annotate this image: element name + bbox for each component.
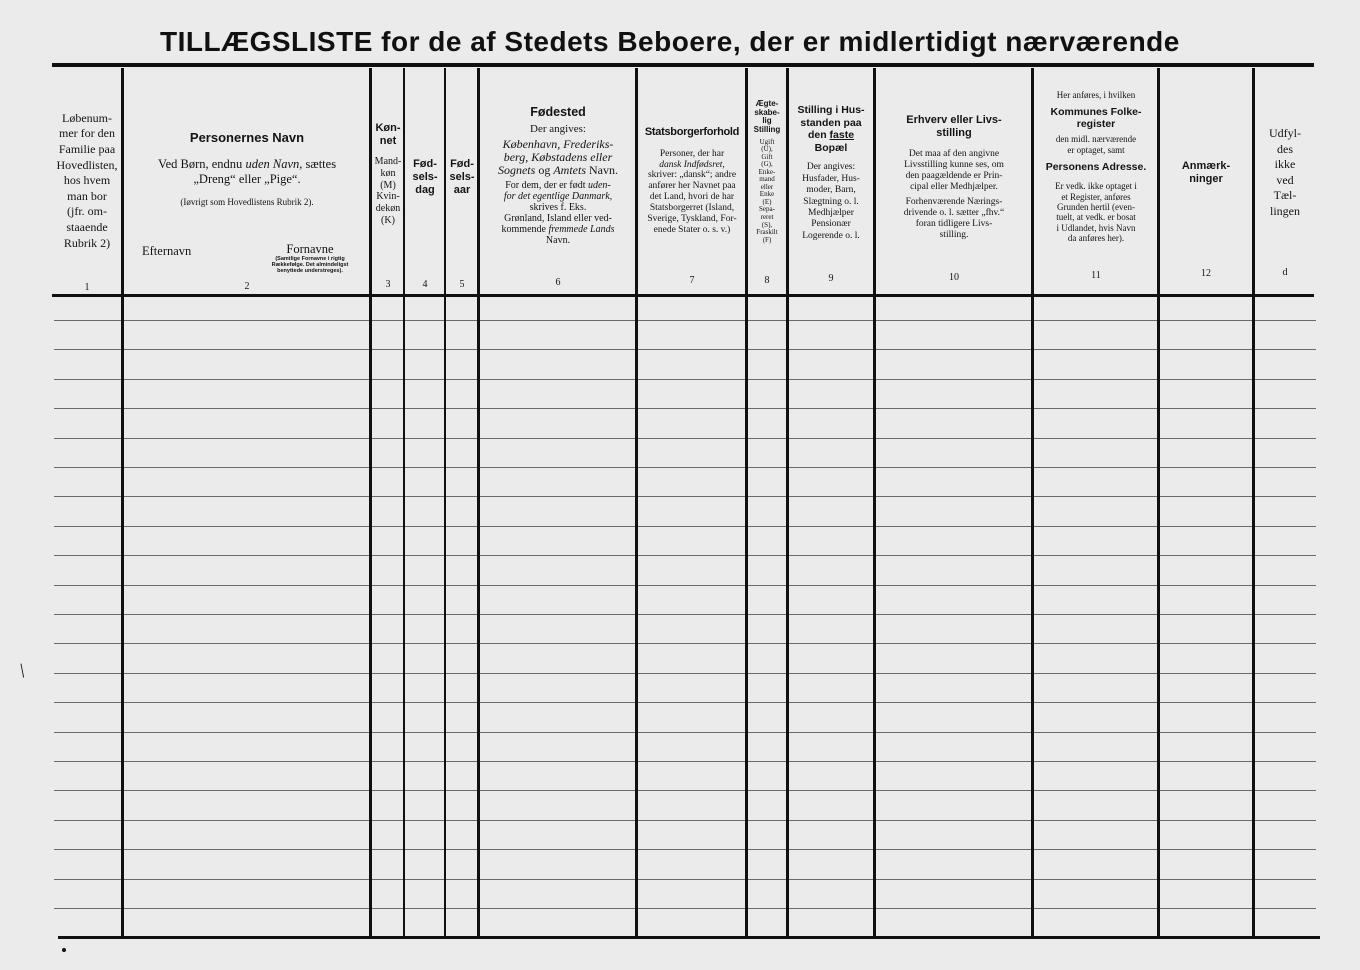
- column-divider: [444, 68, 446, 936]
- col6-fremmede: fremmede Lands: [548, 224, 615, 236]
- entry-row-line: [54, 908, 1316, 909]
- col7-line: anfører her Navnet paa: [648, 181, 736, 192]
- col2-note-a-text: Ved Børn, endnu: [157, 157, 243, 172]
- col10-line: Forhenværende Nærings-: [905, 196, 1003, 207]
- col1-line: mer for den: [59, 126, 115, 141]
- col11-line: da anføres her).: [1067, 232, 1125, 243]
- column-divider: [873, 68, 876, 936]
- col1-line: hos hvem: [63, 173, 111, 188]
- col6-text-b-italic-2: for det egentlige Danmark,: [503, 191, 613, 203]
- entry-row-line: [54, 467, 1316, 468]
- col8-line: (S),: [761, 220, 773, 229]
- col10-line: foran tidligere Livs-: [915, 218, 993, 229]
- col6-sognets: Sognets: [497, 163, 536, 178]
- column-divider: [121, 68, 124, 936]
- header-bottom-rule: [52, 294, 1314, 297]
- col3-line: (M): [380, 179, 396, 191]
- col12-heading-line: Anmærk-: [1181, 160, 1231, 172]
- entry-row-line: [54, 349, 1316, 350]
- col10-heading-line: stilling: [936, 126, 972, 139]
- col6-italic-line: berg, Købstadens eller: [503, 150, 613, 165]
- col8-line: Enke: [759, 190, 775, 199]
- col2-sub-fornavne: Fornavne: [286, 242, 334, 256]
- col-number: 7: [689, 275, 695, 286]
- entry-row-line: [54, 702, 1316, 703]
- col-number: d: [1282, 267, 1288, 278]
- column-divider: [745, 68, 748, 936]
- col8-line: (E): [762, 197, 772, 206]
- header-col-5: [446, 70, 478, 292]
- col1-line: Hovedlisten,: [56, 157, 118, 172]
- header-col-1: [52, 70, 122, 292]
- col10-line: stilling.: [939, 229, 969, 240]
- col9-heading-line: Stilling i Hus-: [797, 104, 865, 116]
- cold-line: ved: [1276, 172, 1294, 187]
- col1-line: staaende: [66, 219, 108, 234]
- col3-line: Kvin-: [376, 191, 400, 203]
- col9-line: Logerende o. l.: [802, 230, 860, 241]
- col6-note-a: Der angives:: [530, 122, 586, 135]
- header-col-12: [1160, 70, 1252, 292]
- col5-heading-line: Fød-: [450, 158, 474, 170]
- entry-row-line: [54, 526, 1316, 527]
- entry-row-line: [54, 673, 1316, 674]
- entry-row-line: [54, 732, 1316, 733]
- col9-line: Medhjælper: [808, 207, 854, 218]
- header-col-8: [748, 70, 786, 292]
- col1-line: Familie paa: [58, 142, 116, 157]
- col9-den: den: [807, 129, 827, 142]
- col6-text-c: Grønland, Island eller ved-: [504, 213, 612, 225]
- col8-line: Sepa-: [759, 205, 775, 214]
- col6-text-c: skrives f. Eks.: [529, 202, 587, 214]
- entry-row-line: [54, 849, 1316, 850]
- col6-vedkommende: kommende: [501, 224, 546, 236]
- col7-italic: dansk Indfødsret,: [659, 159, 725, 170]
- col7-line: enede Stater o. s. v.): [653, 225, 731, 236]
- col8-heading-line: lig: [762, 116, 772, 126]
- header-col-10: [876, 70, 1032, 292]
- col1-line: Løbenum-: [62, 110, 112, 125]
- col8-line: reret: [760, 212, 774, 221]
- col9-bopael: Bopæl: [814, 141, 848, 154]
- col9-line: Slægtning o. l.: [803, 196, 859, 207]
- col8-line: eller: [760, 182, 774, 191]
- header-col-6: [480, 70, 636, 292]
- col1-line: (jfr. om-: [67, 204, 107, 219]
- col10-line: Livsstilling kunne ses, om: [904, 160, 1004, 171]
- col11-line: den midl. nærværende: [1055, 134, 1137, 145]
- col2-sub-fornavne-note: [248, 256, 372, 274]
- col4-heading-line: Fød-: [413, 158, 437, 170]
- col-number: 9: [828, 273, 834, 284]
- cold-line: lingen: [1270, 203, 1300, 218]
- col9-line: Husfader, Hus-: [802, 173, 860, 184]
- col-number: 11: [1091, 270, 1101, 281]
- col3-line: Mand-: [374, 155, 402, 167]
- col8-line: Fraskilt: [756, 228, 778, 237]
- col8-line: (G),: [761, 160, 773, 169]
- col2-note-a-italic: uden Navn,: [245, 157, 303, 172]
- col6-navn: Navn.: [589, 163, 618, 178]
- cold-line: Tæl-: [1273, 188, 1297, 203]
- col7-line: Personer, der har: [659, 148, 725, 159]
- entry-row-line: [54, 643, 1316, 644]
- col-number: 5: [459, 279, 465, 290]
- col10-line: Det maa af den angivne: [908, 149, 1000, 160]
- col9-heading-line-3: [808, 129, 854, 142]
- col9-line: Der angives:: [806, 162, 856, 173]
- col-number: 4: [422, 279, 428, 290]
- col2-fornavne-note-line: (Samtlige Fornavne i rigtig: [275, 256, 345, 262]
- entry-row-line: [54, 761, 1316, 762]
- header-col-3: [372, 70, 404, 292]
- entry-row-line: [54, 585, 1316, 586]
- col2-fornavne-note-line: benyttede understreges).: [277, 268, 343, 275]
- col8-heading-line: Stilling: [753, 124, 781, 134]
- col7-heading: Statsborgerforhold: [644, 126, 740, 138]
- header-col-4: [406, 70, 444, 292]
- col11-line: er optaget, samt: [1067, 144, 1125, 155]
- col6-heading: Fødested: [530, 105, 586, 119]
- column-divider: [1031, 68, 1034, 936]
- column-divider: [635, 68, 638, 936]
- col9-line: moder, Barn,: [806, 185, 856, 196]
- header-col-11: [1034, 70, 1158, 292]
- column-divider: [369, 68, 372, 936]
- col12-heading-line: ninger: [1189, 172, 1223, 185]
- col10-line: cipal eller Medhjælper.: [910, 182, 998, 193]
- col10-heading-line: Erhverv eller Livs-: [906, 114, 1002, 126]
- col6-amtets: Amtets: [553, 163, 586, 178]
- col4-heading-line: sels-: [412, 170, 438, 183]
- col8-heading-line: skabe-: [754, 107, 780, 117]
- col2-note-b: „Dreng“ eller „Pige“.: [193, 172, 301, 187]
- column-divider: [1252, 68, 1255, 936]
- col-number: 2: [244, 281, 250, 292]
- col11-line: Grunden hertil (even-: [1057, 201, 1135, 212]
- col6-text-d: Navn.: [545, 235, 571, 247]
- ink-dot: [62, 948, 66, 952]
- col1-line: Rubrik 2): [63, 235, 111, 250]
- col10-line: drivende o. l. sætter „fhv.“: [903, 207, 1005, 218]
- col9-line: Pensionær: [811, 219, 851, 230]
- col11-line: Er vedk. ikke optaget i: [1055, 181, 1137, 192]
- col5-heading-line: aar: [453, 183, 471, 196]
- entry-row-line: [54, 320, 1316, 321]
- col8-heading-line: Ægte-: [755, 99, 779, 108]
- title-rule: [52, 63, 1314, 67]
- col6-text-b: [505, 180, 611, 191]
- col-number: 12: [1201, 268, 1211, 279]
- col1-line: man bor: [67, 188, 107, 203]
- header-col-d: [1254, 70, 1316, 292]
- col6-og: og: [538, 163, 551, 178]
- col9-heading-line: standen paa: [800, 116, 862, 129]
- col6-text-c-line: [502, 224, 615, 235]
- col8-line: (F): [762, 235, 772, 244]
- column-divider: [786, 68, 789, 936]
- col7-line: Statsborgerret (Island,: [649, 203, 735, 214]
- form-title: TILLÆGSLISTE for de af Stedets Beboere, der er midlertidigt nærværende: [160, 26, 1180, 57]
- entry-row-line: [54, 496, 1316, 497]
- col6-text-b-italic: uden-: [587, 180, 611, 192]
- col11-heading-b: Personens Adresse.: [1045, 161, 1147, 174]
- col2-note-a: [158, 157, 336, 172]
- col6-text-b-plain: For dem, der er født: [505, 180, 586, 192]
- col5-heading-line: sels-: [449, 170, 475, 183]
- col3-heading-line: Køn-: [375, 122, 401, 134]
- col3-line: køn: [380, 167, 396, 179]
- col-number: 6: [555, 277, 561, 288]
- col11-line: i Udlandet, hvis Navn: [1056, 222, 1136, 233]
- col-number: 3: [385, 279, 391, 290]
- entry-row-line: [54, 408, 1316, 409]
- header-col-9: [788, 70, 874, 292]
- column-divider: [1157, 68, 1160, 936]
- entry-row-line: [54, 555, 1316, 556]
- col3-line: (K): [381, 214, 395, 226]
- col11-line: tuelt, at vedk. er bosat: [1056, 212, 1136, 223]
- column-divider: [477, 68, 480, 936]
- footer-rule: [58, 936, 1320, 939]
- col3-line: dekøn: [375, 203, 401, 215]
- col8-line: (U),: [761, 145, 773, 154]
- col-number: 8: [764, 275, 770, 286]
- col4-heading-line: dag: [415, 183, 435, 196]
- col-number: 10: [949, 272, 959, 283]
- col2-note-c: (Iøvrigt som Hovedlistens Rubrik 2).: [180, 196, 314, 207]
- entry-row-line: [54, 438, 1316, 439]
- col7-line: det Land, hvori de har: [649, 192, 735, 203]
- col7-line: skriver: „dansk“; andre: [647, 170, 737, 181]
- col3-heading-line: net: [379, 134, 397, 147]
- col2-heading: Personernes Navn: [189, 130, 305, 145]
- entry-row-line: [54, 879, 1316, 880]
- pencil-tick-mark: /: [14, 660, 31, 682]
- cold-line: des: [1277, 141, 1293, 156]
- entry-row-line: [54, 790, 1316, 791]
- col8-line: Enke-: [758, 167, 776, 176]
- entry-row-line: [54, 379, 1316, 380]
- col6-italic-line: København, Frederiks-: [502, 136, 614, 151]
- column-divider: [403, 68, 405, 936]
- col11-heading-a: Kommunes Folke-: [1050, 106, 1142, 119]
- col-number: 1: [84, 282, 90, 293]
- col11-line: et Register, anføres: [1061, 191, 1131, 202]
- col11-line: Her anføres, i hvilken: [1056, 90, 1136, 100]
- col6-sognets-line: [498, 164, 618, 177]
- entry-row-line: [54, 820, 1316, 821]
- cold-line: Udfyl-: [1269, 126, 1301, 140]
- entry-row-line: [54, 614, 1316, 615]
- col2-fornavne-note-line: Rækkefølge. Det almindeligst: [271, 262, 349, 269]
- col8-line: Gift: [761, 152, 773, 161]
- col8-line: mand: [759, 175, 775, 184]
- col11-heading-a: register: [1076, 118, 1116, 131]
- col9-faste: faste: [829, 129, 855, 142]
- col2-note-a-end: sættes: [305, 157, 337, 172]
- col8-line: Ugift: [759, 137, 775, 146]
- cold-line: ikke: [1274, 157, 1296, 172]
- header-col-7: [638, 70, 746, 292]
- col10-line: den paagældende er Prin-: [905, 171, 1003, 182]
- col7-line: Sverige, Tyskland, For-: [647, 214, 737, 225]
- col2-sub-efternavn: Efternavn: [142, 244, 192, 258]
